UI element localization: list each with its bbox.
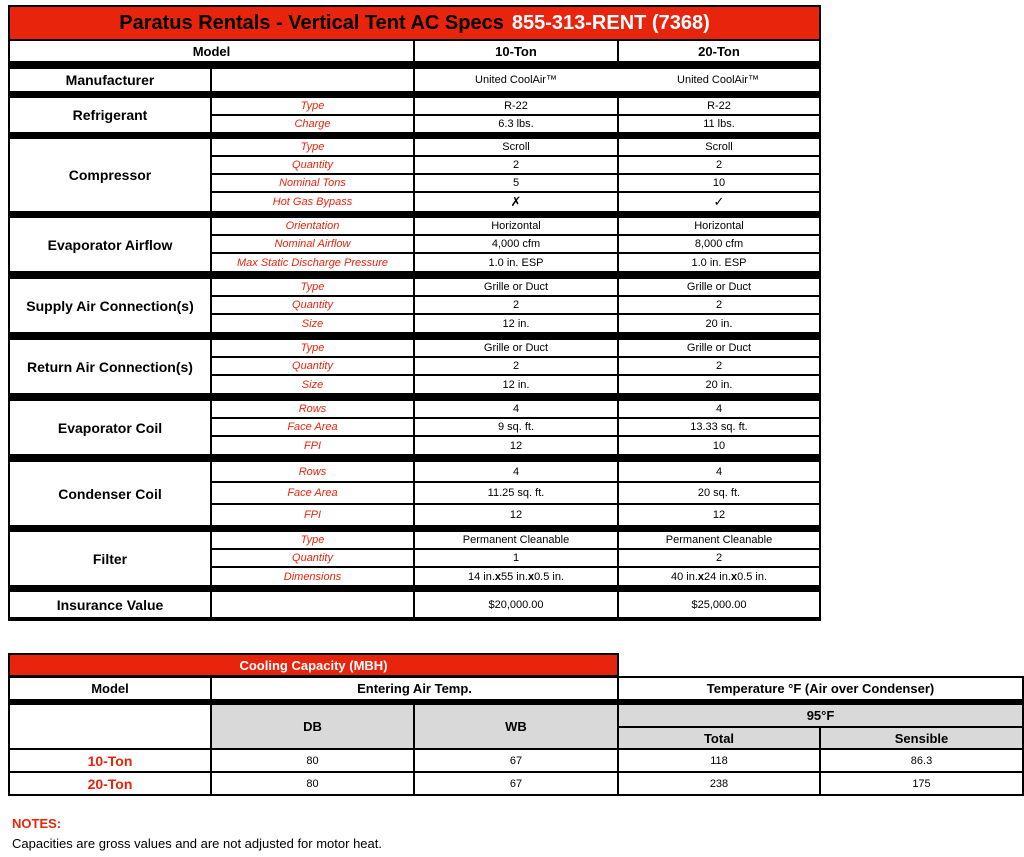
dim-10-x1: x — [494, 570, 502, 583]
compressor-quantity-10: 2 — [415, 157, 617, 173]
label-cond-face-area: Face Area — [212, 483, 413, 503]
compressor-nominal-tons-20: 10 — [619, 175, 819, 191]
cooling-row-db: 80 — [212, 750, 413, 771]
dim-10-b: 55 in. — [501, 570, 528, 583]
dim-20-c: 0.5 in. — [737, 570, 768, 583]
cooling-row-wb: 67 — [415, 773, 617, 794]
cooling-capacity-table — [8, 653, 1024, 796]
supply-quantity-10: 2 — [415, 297, 617, 313]
dim-10-c: 0.5 in. — [534, 570, 565, 583]
supply-type-10: Grille or Duct — [415, 279, 617, 295]
spec-title-bar — [10, 7, 819, 39]
filter-quantity-10: 1 — [415, 550, 617, 566]
compressor-type-10: Scroll — [415, 139, 617, 155]
cond-rows-10: 4 — [415, 462, 617, 481]
group-insurance-value: Insurance Value — [10, 592, 210, 617]
filter-dimensions-10 — [415, 568, 617, 585]
cond-face-area-20: 20 sq. ft. — [619, 483, 819, 503]
insurance-10: $20,000.00 — [415, 592, 617, 617]
filter-quantity-20: 2 — [619, 550, 819, 566]
label-compressor-quantity: Quantity — [212, 157, 413, 173]
model-header: Model — [10, 41, 413, 61]
supply-quantity-20: 2 — [619, 297, 819, 313]
label-refrigerant-charge: Charge — [212, 116, 413, 132]
dim-10-a: 14 in. — [467, 570, 495, 583]
label-cond-rows: Rows — [212, 462, 413, 481]
refrigerant-charge-20: 11 lbs. — [619, 116, 819, 132]
hot-gas-bypass-20: ✓ — [619, 193, 819, 211]
evap-rows-20: 4 — [619, 401, 819, 417]
evap-fpi-10: 12 — [415, 437, 617, 454]
cooling-row-db: 80 — [212, 773, 413, 794]
evap-fpi-20: 10 — [619, 437, 819, 454]
notes-heading: NOTES: — [12, 816, 62, 831]
label-supply-quantity: Quantity — [212, 297, 413, 313]
dim-20-a: 40 in. — [670, 570, 698, 583]
cooling-row-total: 118 — [619, 750, 819, 771]
group-evaporator-airflow: Evaporator Airflow — [10, 218, 210, 271]
cooling-title: Cooling Capacity (MBH) — [10, 655, 617, 675]
dim-10-x2: x — [527, 570, 535, 583]
cooling-row-sensible: 175 — [821, 773, 1022, 794]
label-filter-quantity: Quantity — [212, 550, 413, 566]
group-refrigerant: Refrigerant — [10, 98, 210, 132]
label-supply-type: Type — [212, 279, 413, 295]
notes-text: Capacities are gross values and are not adjusted for motor heat. — [12, 836, 382, 851]
wb-header: WB — [415, 705, 617, 748]
compressor-quantity-20: 2 — [619, 157, 819, 173]
cooling-row-model: 10-Ton — [10, 750, 210, 771]
cooling-row-model: 20-Ton — [10, 773, 210, 794]
compressor-type-20: Scroll — [619, 139, 819, 155]
empty-cell — [212, 69, 413, 91]
manufacturer-values — [415, 69, 819, 91]
nominal-airflow-20: 8,000 cfm — [619, 236, 819, 252]
evap-face-area-10: 9 sq. ft. — [415, 419, 617, 435]
notes-section — [12, 816, 382, 851]
spec-title: Paratus Rentals - Vertical Tent AC Specs — [119, 11, 504, 34]
group-supply-air: Supply Air Connection(s) — [10, 279, 210, 332]
label-refrigerant-type: Type — [212, 98, 413, 114]
hot-gas-bypass-10: ✗ — [415, 193, 617, 211]
label-cond-fpi: FPI — [212, 505, 413, 525]
dim-20-x1: x — [697, 570, 705, 583]
max-static-pressure-10: 1.0 in. ESP — [415, 254, 617, 271]
filter-type-20: Permanent Cleanable — [619, 532, 819, 548]
cond-fpi-10: 12 — [415, 505, 617, 525]
supply-size-20: 20 in. — [619, 315, 819, 332]
refrigerant-type-10: R-22 — [415, 98, 617, 114]
dim-20-x2: x — [730, 570, 738, 583]
label-hot-gas-bypass: Hot Gas Bypass — [212, 193, 413, 211]
label-compressor-type: Type — [212, 139, 413, 155]
group-evaporator-coil: Evaporator Coil — [10, 401, 210, 454]
spec-table — [8, 5, 821, 621]
group-condenser-coil: Condenser Coil — [10, 462, 210, 525]
group-return-air: Return Air Connection(s) — [10, 340, 210, 393]
label-orientation: Orientation — [212, 218, 413, 234]
group-filter: Filter — [10, 532, 210, 585]
label-return-size: Size — [212, 376, 413, 393]
entering-air-header: Entering Air Temp. — [212, 678, 617, 699]
nominal-airflow-10: 4,000 cfm — [415, 236, 617, 252]
label-supply-size: Size — [212, 315, 413, 332]
cooling-row-total: 238 — [619, 773, 819, 794]
label-evap-fpi: FPI — [212, 437, 413, 454]
return-quantity-20: 2 — [619, 358, 819, 374]
cond-rows-20: 4 — [619, 462, 819, 481]
label-filter-dimensions: Dimensions — [212, 568, 413, 585]
label-evap-face-area: Face Area — [212, 419, 413, 435]
evap-face-area-20: 13.33 sq. ft. — [619, 419, 819, 435]
return-size-10: 12 in. — [415, 376, 617, 393]
return-type-10: Grille or Duct — [415, 340, 617, 356]
filter-dimensions-20 — [619, 568, 819, 585]
return-size-20: 20 in. — [619, 376, 819, 393]
compressor-nominal-tons-10: 5 — [415, 175, 617, 191]
dim-20-b: 24 in. — [704, 570, 731, 583]
spec-phone: 855-313-RENT (7368) — [511, 11, 710, 34]
col-10-ton-header: 10-Ton — [415, 41, 617, 61]
manufacturer-20: United CoolAir™ — [677, 74, 759, 86]
filter-type-10: Permanent Cleanable — [415, 532, 617, 548]
group-manufacturer: Manufacturer — [10, 69, 210, 91]
empty-cell — [212, 592, 413, 617]
label-nominal-airflow: Nominal Airflow — [212, 236, 413, 252]
empty-cell — [10, 705, 210, 748]
db-header: DB — [212, 705, 413, 748]
cooling-row-wb: 67 — [415, 750, 617, 771]
cond-fpi-20: 12 — [619, 505, 819, 525]
supply-size-10: 12 in. — [415, 315, 617, 332]
label-max-static-pressure: Max Static Discharge Pressure — [212, 254, 413, 271]
orientation-10: Horizontal — [415, 218, 617, 234]
total-header: Total — [619, 728, 819, 748]
sensible-header: Sensible — [821, 728, 1022, 748]
cooling-model-header: Model — [10, 678, 210, 699]
return-quantity-10: 2 — [415, 358, 617, 374]
label-return-type: Type — [212, 340, 413, 356]
t95-header: 95°F — [619, 705, 1022, 726]
insurance-20: $25,000.00 — [619, 592, 819, 617]
return-type-20: Grille or Duct — [619, 340, 819, 356]
supply-type-20: Grille or Duct — [619, 279, 819, 295]
col-20-ton-header: 20-Ton — [619, 41, 819, 61]
refrigerant-type-20: R-22 — [619, 98, 819, 114]
cond-face-area-10: 11.25 sq. ft. — [415, 483, 617, 503]
group-compressor: Compressor — [10, 139, 210, 211]
orientation-20: Horizontal — [619, 218, 819, 234]
label-evap-rows: Rows — [212, 401, 413, 417]
evap-rows-10: 4 — [415, 401, 617, 417]
label-compressor-nominal-tons: Nominal Tons — [212, 175, 413, 191]
label-filter-type: Type — [212, 532, 413, 548]
temperature-header: Temperature °F (Air over Condenser) — [619, 678, 1022, 699]
label-return-quantity: Quantity — [212, 358, 413, 374]
cooling-row-sensible: 86.3 — [821, 750, 1022, 771]
manufacturer-10: United CoolAir™ — [475, 74, 557, 86]
refrigerant-charge-10: 6.3 lbs. — [415, 116, 617, 132]
max-static-pressure-20: 1.0 in. ESP — [619, 254, 819, 271]
